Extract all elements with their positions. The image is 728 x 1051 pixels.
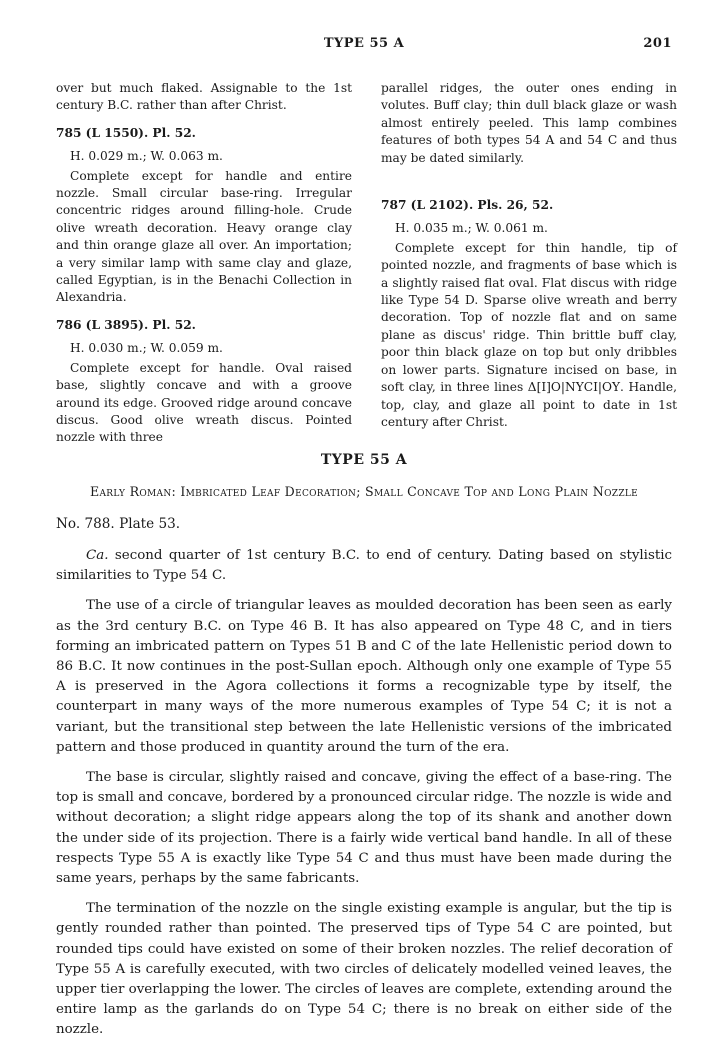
- section-subtitle: Early Roman: Imbricated Leaf Decoration; Small Concave Top and Long Plain Nozzle: [89, 484, 639, 499]
- catalogue-entry-description: Complete except for handle and entire nozzle. Small circular base-ring. Irregular concentric ridges around filling-hole. Crude olive wreath decoration. Heavy orange clay and thin orange glaze all over. An importation; a very similar lamp with same clay and glaze, called Egyptian, is in the Benachi Collection in Alexandria.: [56, 168, 352, 305]
- catalogue-entry-description: Complete except for thin handle, tip of pointed nozzle, and fragments of base which is a slightly raised flat oval. Flat discus with ridge like Type 54 D. Sparse olive wreath and berry decoration. Top of nozzle flat and on same plane as discus' ridge. Thin brittle buff clay, poor thin black glaze on top but only dribbles on lower parts. Signature incised on base, in soft clay, in three lines Δ[Ι]Ο|ΝΥϹΙ|ΟΥ. Handle, top, clay, and glaze all point to date in 1st century after Christ.: [381, 240, 677, 429]
- running-title: TYPE 55 A: [323, 36, 405, 51]
- continued-paragraph: parallel ridges, the outer ones ending in volutes. Buff clay; thin dull black glaze or wash almost entirely peeled. This lamp combines features of both types 54 A and 54 C and thus may be dated similarly.: [381, 81, 677, 165]
- right-column: [381, 80, 677, 431]
- catalogue-entry-dimensions: H. 0.029 m.; W. 0.063 m.: [70, 149, 223, 164]
- catalogue-number-line: No. 788. Plate 53.: [56, 516, 181, 532]
- running-header: [0, 36, 728, 56]
- body-paragraph: The termination of the nozzle on the single existing example is angular, but the tip is gently rounded rather than pointed. The preserved tips of Type 54 C are pointed, but rounded tips could have existed on some of their broken nozzles. The relief decoration of Type 55 A is carefully executed, with two circles of delicately modelled veined leaves, the upper tier overlapping the lower. The circles of leaves are complete, extending around the entire lamp as the garlands do on Type 54 C; there is no break on either side of the nozzle.: [56, 901, 672, 1038]
- page-number: 201: [643, 36, 672, 51]
- body-paragraph: The base is circular, slightly raised and concave, giving the effect of a base-ring. The top is small and concave, bordered by a pronounced circular ridge. The nozzle is wide and without decoration; a slight ridge appears along the top of its shank and another down the under side of its projection. There is a fairly wide vertical band handle. In all of these respects Type 55 A is exactly like Type 54 C and thus must have been made during the same years, perhaps by the same fabricants.: [56, 770, 672, 887]
- left-column: [56, 80, 352, 447]
- dating-lead: Ca.: [86, 548, 109, 563]
- dating-text: second quarter of 1st century B.C. to end of century. Dating based on stylistic similarities to Type 54 C.: [56, 548, 672, 584]
- catalogue-entry-dimensions: H. 0.030 m.; W. 0.059 m.: [70, 341, 223, 356]
- continued-paragraph: over but much flaked. Assignable to the 1st century B.C. rather than after Christ.: [56, 81, 352, 113]
- dating-paragraph: [56, 546, 672, 586]
- catalogue-entry-heading: 785 (L 1550). Pl. 52.: [56, 125, 196, 140]
- body-paragraph: The use of a circle of triangular leaves as moulded decoration has been seen as early as the 3rd century B.C. on Type 46 B. It has also appeared on Type 48 C, and in tiers forming an imbricated pattern on Types 51 B and C of the late Hellenistic period down to 86 B.C. It now continues in the post-Sullan epoch. Although only one example of Type 55 A is preserved in the Agora collections it forms a recognizable type by itself, the counterpart in many ways of the more numerous examples of Type 54 C; it is not a variant, but the transitional step between the late Hellenistic versions of the imbricated pattern and those produced in quantity around the turn of the era.: [56, 598, 672, 755]
- catalogue-entry-description: Complete except for handle. Oval raised base, slightly concave and with a groove around its edge. Grooved ridge around concave discus. Good olive wreath discus. Pointed nozzle with three: [56, 360, 352, 445]
- catalogue-entry-dimensions: H. 0.035 m.; W. 0.061 m.: [395, 221, 548, 236]
- section-title: TYPE 55 A: [320, 452, 408, 468]
- section-body: [56, 546, 672, 1051]
- catalogue-entry-heading: 786 (L 3895). Pl. 52.: [56, 317, 196, 332]
- catalogue-entry-heading: 787 (L 2102). Pls. 26, 52.: [381, 198, 554, 213]
